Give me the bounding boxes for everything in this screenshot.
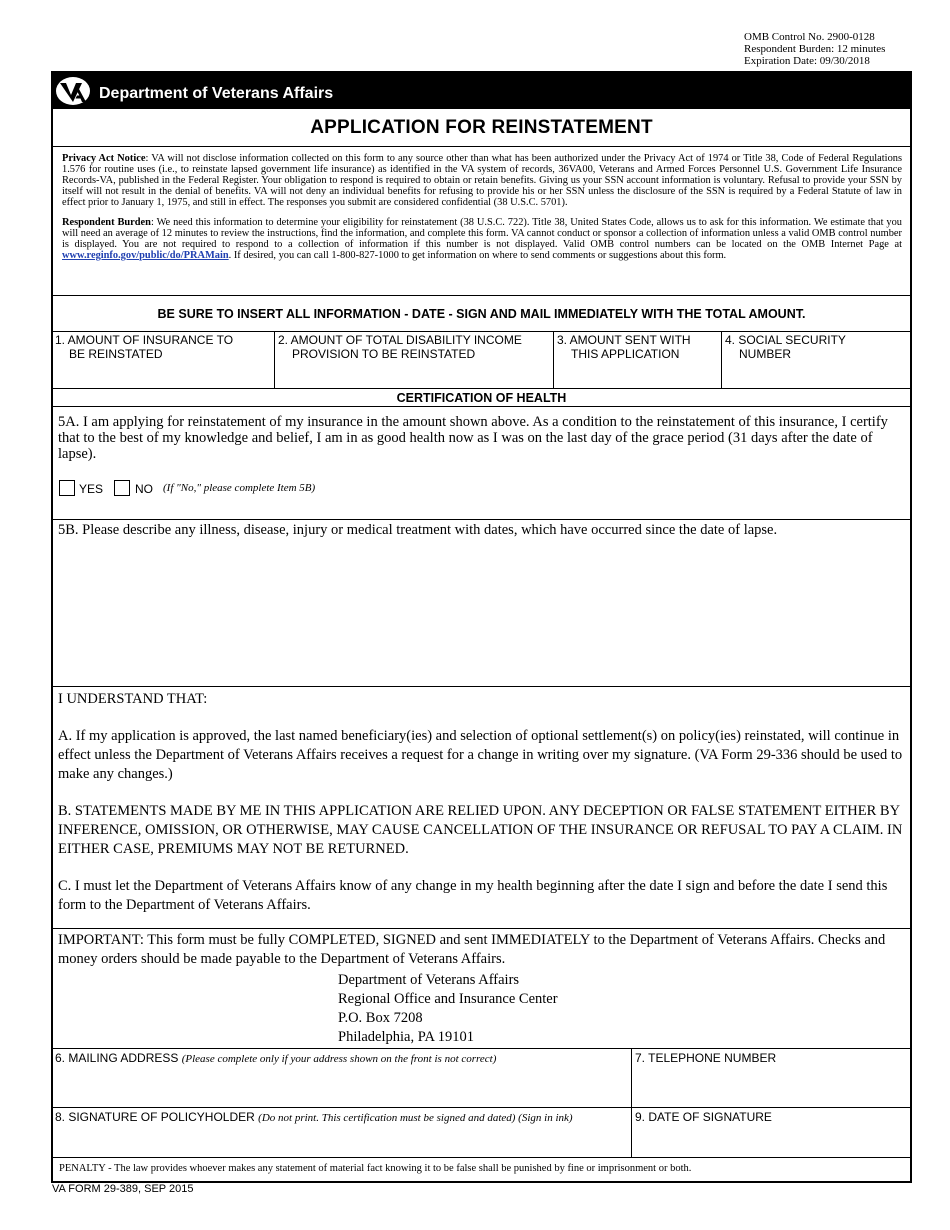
field-note: (Do not print. This certification must be signed and dated) (Sign in ink): [258, 1112, 573, 1124]
omb-expiration-date: Expiration Date: 09/30/2018: [744, 55, 870, 67]
item-5b-response-area[interactable]: [52, 540, 910, 685]
address-line: Philadelphia, PA 19101: [338, 1029, 475, 1045]
field-label: THIS APPLICATION: [571, 347, 680, 361]
field-telephone[interactable]: [635, 1051, 907, 1065]
divider: [51, 1048, 912, 1049]
instruction-banner: BE SURE TO INSERT ALL INFORMATION - DATE - SIGN AND MAIL IMMEDIATELY WITH THE TOTAL AMOUNT.: [157, 307, 806, 321]
field-ssn[interactable]: [725, 333, 907, 361]
burden-heading: Respondent Burden: [62, 217, 151, 228]
field-disability-income[interactable]: [278, 333, 550, 361]
field-label: PROVISION TO BE REINSTATED: [292, 347, 476, 361]
field-label: 7. TELEPHONE NUMBER: [635, 1051, 777, 1065]
divider: [51, 388, 912, 389]
yes-label: YES: [79, 482, 104, 496]
respondent-burden-notice: [62, 217, 902, 261]
no-note: (If "No," please complete Item 5B): [163, 482, 316, 494]
field-amount-insurance[interactable]: [55, 333, 271, 361]
address-line: P.O. Box 7208: [338, 1010, 423, 1026]
privacy-heading: Privacy Act Notice: [62, 153, 146, 164]
understand-section: [58, 690, 904, 933]
important-notice: IMPORTANT: This form must be fully COMPLETED, SIGNED and sent IMMEDIATELY to the Department of Veterans Affairs. Checks and money orders should be made payable to the Department of Veterans Affairs.: [58, 932, 886, 967]
divider: [51, 295, 912, 296]
field-divider: [721, 331, 722, 388]
field-label: 6. MAILING ADDRESS: [55, 1051, 179, 1065]
field-amount-sent[interactable]: [557, 333, 719, 361]
item-5b-text: 5B. Please describe any illness, disease, injury or medical treatment with dates, which have occurred since the date of lapse.: [58, 522, 778, 538]
field-divider: [631, 1048, 632, 1157]
field-date-of-signature[interactable]: [635, 1110, 907, 1124]
field-label: BE REINSTATED: [69, 347, 163, 361]
field-label: 9. DATE OF SIGNATURE: [635, 1110, 772, 1124]
address-line: Department of Veterans Affairs: [338, 972, 520, 988]
form-title: APPLICATION FOR REINSTATEMENT: [310, 117, 653, 138]
omb-control-number: OMB Control No. 2900-0128: [744, 31, 875, 43]
divider: [51, 406, 912, 407]
omb-info: [744, 31, 885, 67]
penalty-notice: PENALTY - The law provides whoever makes any statement of material fact knowing it to be false shall be punished by fine or imprisonment or both.: [59, 1163, 692, 1174]
no-label: NO: [135, 482, 153, 496]
field-label: 8. SIGNATURE OF POLICYHOLDER: [55, 1110, 255, 1124]
yes-checkbox[interactable]: [59, 480, 75, 496]
divider: [51, 928, 912, 929]
address-line: Regional Office and Insurance Center: [338, 991, 558, 1007]
field-label: 3. AMOUNT SENT WITH: [557, 333, 691, 347]
burden-text-2: . If desired, you can call 1-800-827-1000 to get information on where to send comments or suggestions about this form.: [228, 250, 727, 261]
certification-heading: CERTIFICATION OF HEALTH: [396, 391, 567, 405]
va-logo-icon: [55, 76, 91, 106]
field-label: NUMBER: [739, 347, 792, 361]
privacy-text: : VA will not disclose information collected on this form to any source other than what has been authorized under the Privacy Act of 1974 or Title 38, Code of Federal Regulations 1.576 for routine uses (i.e., to reinstate lapsed government life insurance) as identified in the VA system of records, 36VA00, Veterans and Armed Forces Personnel U.S. Government Life Insurance Records-VA, published in the Federal Register. Your obligation to respond is required to obtain or retain benefits. Giving us your SSN account information is voluntary. Refusal to provide your SSN by itself will not result in the denial of benefits. VA will not deny an individual benefits for refusing to provide his or her SSN unless the disclosure of the SSN is required by a Federal Statute of law in effect prior to January 1, 1975, and still in effect. The responses you submit are considered confidential (38 U.S.C. 5701).: [62, 153, 903, 208]
burden-text-1: : We need this information to determine your eligibility for reinstatement (38 U.S.C. 722). Title 38, United States Code, allows us to ask for this information. We estimate that you will need an average of 12 minutes to review the instructions, find the information, and complete this form. VA cannot conduct or sponsor a collection of information unless a valid OMB control number is displayed. You are not required to respond to a collection of information if this number is not displayed. Valid OMB control numbers can be located on the OMB Internet Page at: [62, 217, 902, 250]
item-5a-text: 5A. I am applying for reinstatement of my insurance in the amount shown above. As a condition to the reinstatement of this insurance, I certify that to the best of my knowledge and belief, I am in as good health now as I was on the last day of the grace period (31 days after the date of lapse).: [58, 414, 888, 462]
pra-link[interactable]: www.reginfo.gov/public/do/PRAMain: [62, 250, 229, 261]
field-label: 2. AMOUNT OF TOTAL DISABILITY INCOME: [278, 333, 522, 347]
no-checkbox[interactable]: [114, 480, 130, 496]
field-divider: [553, 331, 554, 388]
field-divider: [274, 331, 275, 388]
understand-heading: I UNDERSTAND THAT:: [58, 691, 208, 707]
divider: [51, 686, 912, 687]
field-note: (Please complete only if your address shown on the front is not correct): [181, 1053, 497, 1065]
field-label: 4. SOCIAL SECURITY: [725, 333, 846, 347]
field-mailing-address[interactable]: [55, 1051, 627, 1066]
form-id: VA FORM 29-389, SEP 2015: [52, 1183, 194, 1195]
omb-respondent-burden: Respondent Burden: 12 minutes: [744, 43, 886, 55]
privacy-act-notice: [62, 153, 902, 208]
understand-item-b: B. STATEMENTS MADE BY ME IN THIS APPLICATION ARE RELIED UPON. ANY DECEPTION OR FALSE STATEMENT EITHER BY INFERENCE, OMISSION, OR OTHERWISE, MAY CAUSE CANCELLATION OF THE INSURANCE OR REFUSAL TO PAY A CLAIM. IN EITHER CASE, PREMIUMS MAY NOT BE RETURNED.: [58, 803, 903, 857]
mailing-address-block: [338, 971, 558, 1047]
field-signature[interactable]: [55, 1110, 629, 1125]
understand-item-c: C. I must let the Department of Veterans Affairs know of any change in my health beginning after the date I sign and before the date I send this form to the Department of Veterans Affairs.: [58, 878, 888, 913]
field-label: 1. AMOUNT OF INSURANCE TO: [55, 333, 234, 347]
notices: [62, 153, 902, 270]
divider: [51, 1107, 912, 1108]
divider: [51, 331, 912, 332]
title-box: [51, 109, 912, 147]
divider: [51, 1157, 912, 1158]
divider: [51, 519, 912, 520]
department-name: Department of Veterans Affairs: [99, 85, 334, 102]
understand-item-a: A. If my application is approved, the last named beneficiary(ies) and selection of optional settlement(s) on policy(ies) reinstated, will continue in effect unless the Department of Veterans Affairs receives a request for a change in writing over my signature. (VA Form 29-336 should be used to make any changes.): [58, 728, 903, 782]
